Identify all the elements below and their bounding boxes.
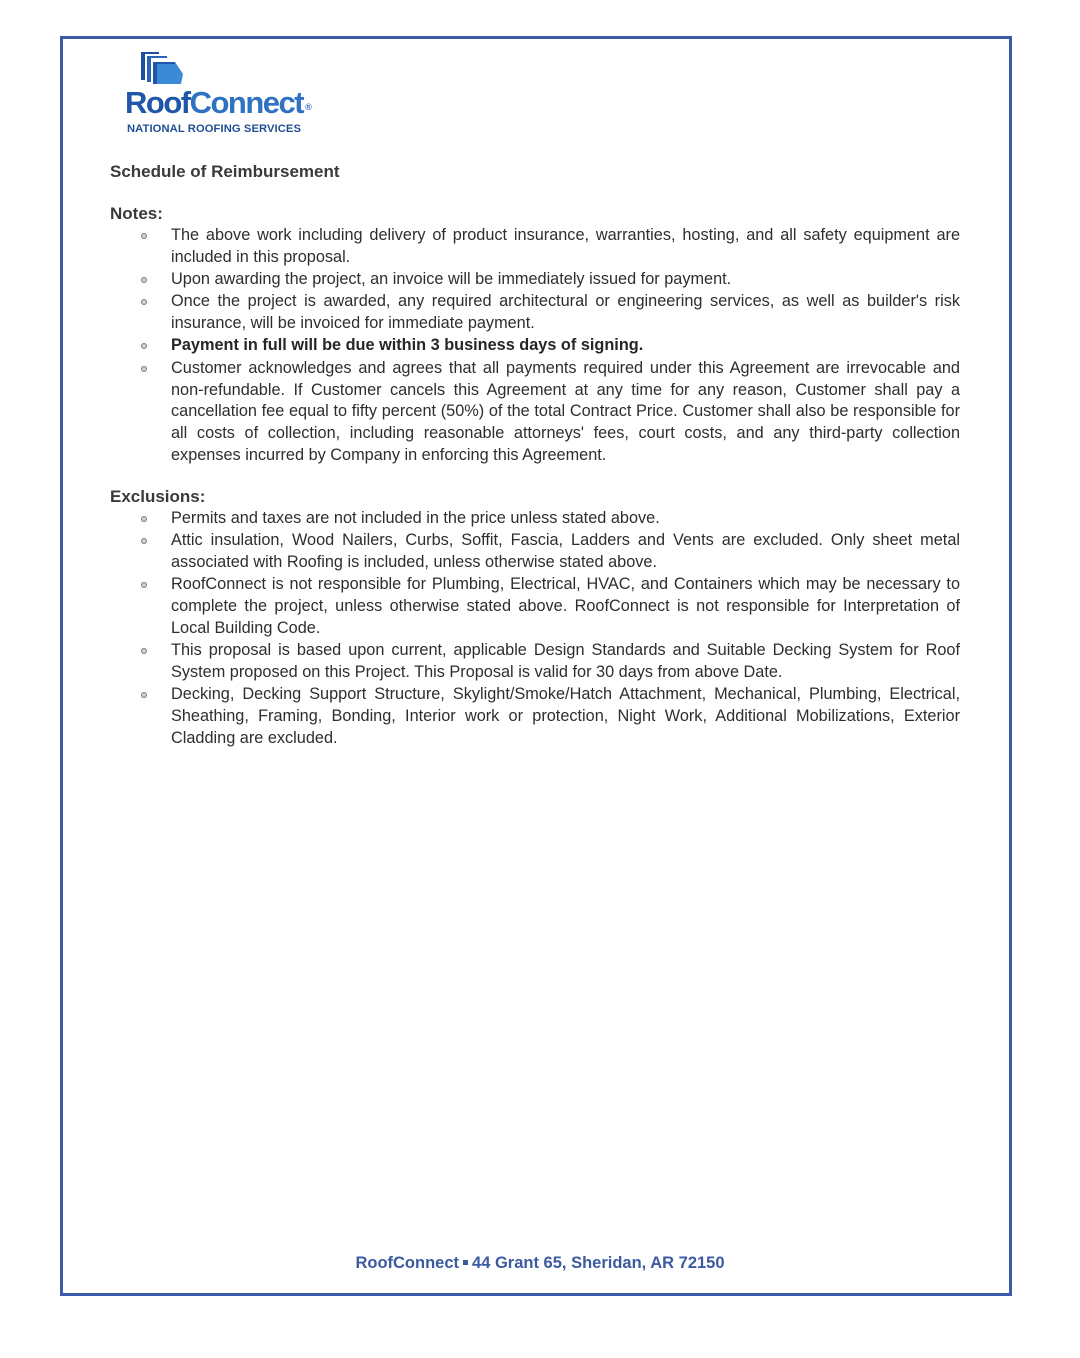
- exclusions-heading: Exclusions:: [110, 486, 206, 506]
- notes-item: [110, 358, 960, 467]
- roof-layers-icon: [137, 50, 187, 90]
- bullet-icon: [141, 692, 147, 698]
- notes-item: [110, 269, 960, 291]
- exclusions-item: [110, 640, 960, 684]
- exclusions-item-text: Decking, Decking Support Structure, Skylight/Smoke/Hatch Attachment, Mechanical, Plumbing, Electrical, Sheathing, Framing, Bonding, Interior work or protection, Night Work, Additional Mobilizations, Exterior Cladding are excluded.: [171, 685, 960, 747]
- exclusions-list: [110, 508, 960, 750]
- notes-heading: Notes:: [110, 204, 163, 223]
- company-logo: [125, 48, 325, 140]
- exclusions-item-text: Permits and taxes are not included in the price unless stated above.: [171, 508, 660, 527]
- document-body: [110, 160, 960, 750]
- bullet-icon: [141, 277, 147, 283]
- notes-item-text: Upon awarding the project, an invoice will be immediately issued for payment.: [171, 270, 732, 289]
- exclusions-item: [110, 574, 960, 639]
- bullet-icon: [141, 366, 147, 372]
- page-footer: [0, 1254, 1080, 1273]
- exclusions-item: [110, 530, 960, 574]
- bullet-icon: [141, 299, 147, 305]
- square-bullet-icon: [463, 1260, 468, 1265]
- bullet-icon: [141, 516, 147, 522]
- exclusions-item-text: RoofConnect is not responsible for Plumbing, Electrical, HVAC, and Containers which may be necessary to complete the project, unless otherwise stated above. RoofConnect is not responsible for Interpretation of Local Building Code.: [171, 575, 960, 637]
- bullet-icon: [141, 343, 147, 349]
- bullet-icon: [141, 538, 147, 544]
- footer-address: 44 Grant 65, Sheridan, AR 72150: [472, 1254, 725, 1272]
- notes-item-payment-due: [110, 335, 960, 357]
- notes-item: [110, 225, 960, 269]
- exclusions-item-text: This proposal is based upon current, applicable Design Standards and Suitable Decking System for Roof System proposed on this Project. This Proposal is valid for 30 days from above Date.: [171, 641, 960, 681]
- registered-mark: ®: [305, 102, 311, 112]
- logo-tagline: NATIONAL ROOFING SERVICES: [127, 123, 302, 135]
- footer-company: RoofConnect: [355, 1254, 460, 1272]
- exclusions-item-text: Attic insulation, Wood Nailers, Curbs, Soffit, Fascia, Ladders and Vents are excluded. Only sheet metal associated with Roofing is included, unless otherwise stated above.: [171, 531, 960, 571]
- logo-word-connect: Connect: [189, 85, 304, 120]
- notes-item-text: The above work including delivery of product insurance, warranties, hosting, and all safety equipment are included in this proposal.: [171, 226, 960, 266]
- notes-item-text: Payment in full will be due within 3 business days of signing.: [171, 336, 644, 355]
- bullet-icon: [141, 233, 147, 239]
- bullet-icon: [141, 648, 147, 654]
- exclusions-item: [110, 684, 960, 749]
- notes-list: [110, 225, 960, 467]
- logo-word-roof: Roof: [125, 85, 190, 120]
- logo-wordmark: [125, 86, 310, 120]
- bullet-icon: [141, 582, 147, 588]
- notes-item-text: Once the project is awarded, any required architectural or engineering services, as well as builder's risk insurance, will be invoiced for immediate payment.: [171, 292, 960, 333]
- notes-item: [110, 291, 960, 335]
- exclusions-item: [110, 508, 960, 530]
- document-title: Schedule of Reimbursement: [110, 162, 340, 181]
- notes-item-text: Customer acknowledges and agrees that all payments required under this Agreement are irrevocable and non-refundable. If Customer cancels this Agreement at any time for any reason, Customer shall pay a cancellation fee equal to fifty percent (50%) of the total Contract Price. Customer shall also be responsible for all costs of collection, including reasonable attorneys' fees, court costs, and any third-party collection expenses incurred by Company in enforcing this Agreement.: [171, 358, 960, 464]
